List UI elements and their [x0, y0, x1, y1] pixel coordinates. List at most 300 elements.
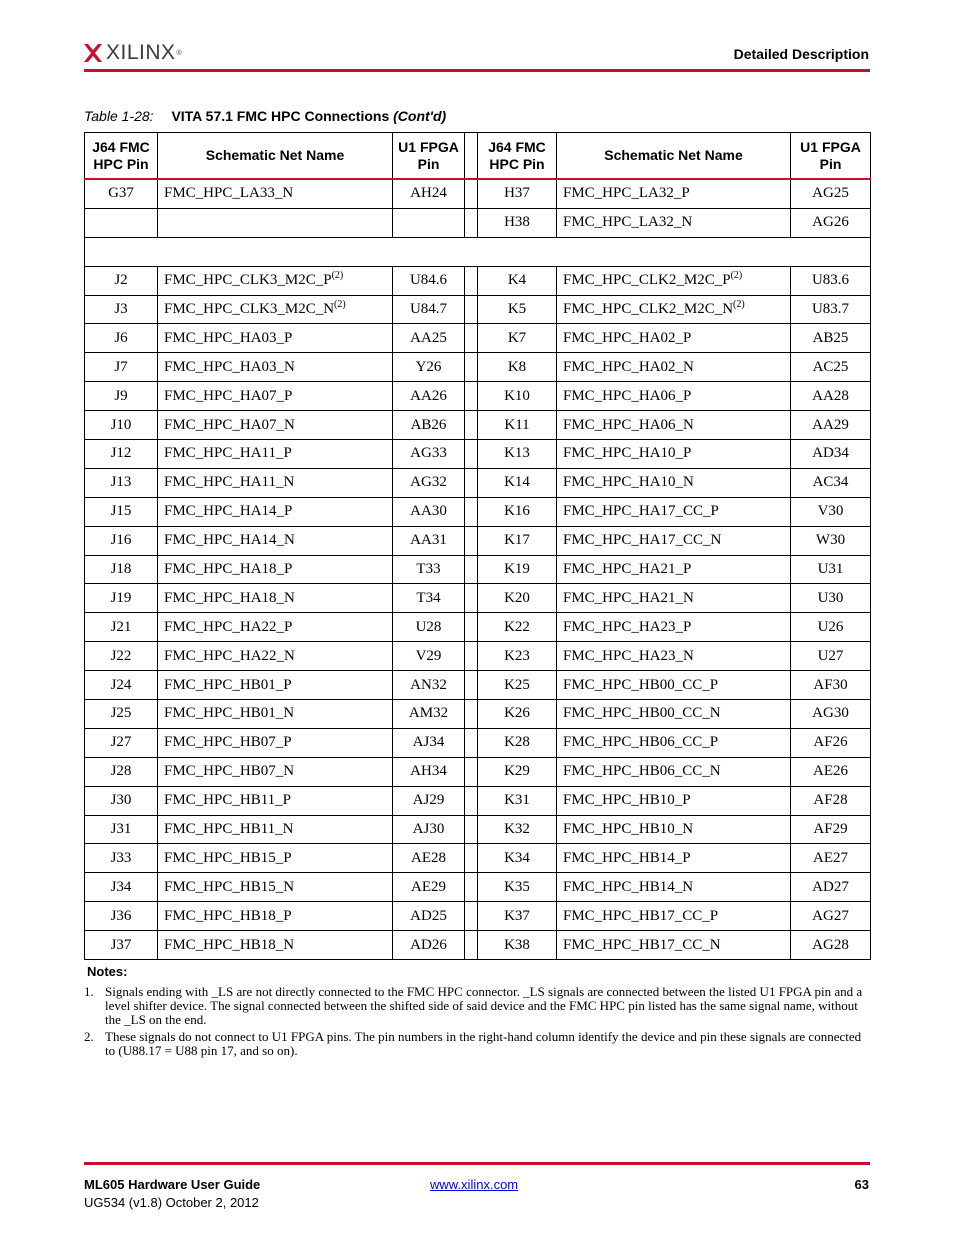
- right-fpga-pin-cell: [791, 642, 871, 671]
- right-net-name-text: FMC_HPC_HA21_N: [563, 589, 694, 606]
- left-net-name-text: FMC_HPC_HB15_P: [164, 849, 292, 866]
- right-hpc-pin-text: K16: [504, 503, 530, 520]
- left-hpc-pin-cell: [85, 179, 158, 208]
- left-fpga-pin-text: AH24: [410, 185, 447, 202]
- separator-cell: [465, 208, 478, 237]
- right-fpga-pin-text: AD34: [812, 445, 849, 462]
- left-hpc-pin-text: J10: [110, 416, 132, 433]
- right-net-name-text: FMC_HPC_LA32_N: [563, 214, 693, 231]
- table-row: [85, 324, 871, 353]
- left-fpga-pin-text: T34: [416, 589, 441, 606]
- left-net-name-cell: [158, 324, 393, 353]
- section-title: Detailed Description: [733, 46, 869, 62]
- right-fpga-pin-cell: [791, 382, 871, 411]
- left-hpc-pin-cell: [85, 728, 158, 757]
- left-hpc-pin-text: J12: [110, 445, 132, 462]
- separator-cell: [465, 931, 478, 960]
- right-hpc-pin-text: K20: [504, 589, 530, 606]
- note-number: 1.: [84, 984, 94, 999]
- right-hpc-pin-cell: [478, 728, 557, 757]
- right-fpga-pin-text: AE26: [813, 763, 848, 780]
- right-net-name-cell: [557, 757, 791, 786]
- left-fpga-pin-cell: [393, 642, 465, 671]
- note-item: [84, 1030, 870, 1058]
- left-fpga-pin-text: AA26: [410, 387, 447, 404]
- right-fpga-pin-cell: [791, 179, 871, 208]
- right-net-name-cell: [557, 526, 791, 555]
- right-fpga-pin-cell: [791, 873, 871, 902]
- right-fpga-pin-cell: [791, 440, 871, 469]
- left-hpc-pin-cell: [85, 497, 158, 526]
- left-hpc-pin-text: J30: [110, 792, 132, 809]
- left-hpc-pin-text: J36: [110, 907, 132, 924]
- table-row: [85, 613, 871, 642]
- right-fpga-pin-text: AB25: [812, 329, 849, 346]
- right-fpga-pin-cell: [791, 208, 871, 237]
- right-fpga-pin-cell: [791, 468, 871, 497]
- header-left-fpga-pin: U1 FPGA Pin: [393, 133, 465, 180]
- right-net-name-text: FMC_HPC_HA21_P: [563, 561, 692, 578]
- right-fpga-pin-cell: [791, 786, 871, 815]
- left-fpga-pin-text: AN32: [410, 676, 447, 693]
- right-hpc-pin-text: K13: [504, 445, 530, 462]
- right-hpc-pin-cell: [478, 411, 557, 440]
- left-hpc-pin-cell: [85, 902, 158, 931]
- right-fpga-pin-text: AG27: [812, 907, 849, 924]
- left-fpga-pin-text: AE28: [411, 849, 446, 866]
- left-net-name-text: FMC_HPC_HA11_N: [164, 474, 295, 491]
- separator-cell: [465, 584, 478, 613]
- right-fpga-pin-text: W30: [815, 532, 846, 549]
- right-net-name-cell: [557, 266, 791, 295]
- right-fpga-pin-text: V30: [817, 503, 844, 520]
- left-fpga-pin-cell: [393, 526, 465, 555]
- left-fpga-pin-text: AA30: [410, 503, 447, 520]
- left-hpc-pin-text: J9: [114, 387, 128, 404]
- left-fpga-pin-cell: [393, 295, 465, 324]
- right-hpc-pin-cell: [478, 642, 557, 671]
- left-hpc-pin-cell: [85, 844, 158, 873]
- left-net-name-text: FMC_HPC_HB18_N: [164, 936, 295, 953]
- separator-cell: [465, 642, 478, 671]
- left-net-name-text: FMC_HPC_LA33_N: [164, 185, 294, 202]
- right-fpga-pin-text: U83.6: [811, 272, 850, 289]
- footnote-ref: (2): [733, 299, 745, 310]
- right-net-name-text: FMC_HPC_HA02_P: [563, 329, 692, 346]
- left-fpga-pin-cell: [393, 179, 465, 208]
- left-fpga-pin-text: U28: [415, 618, 442, 635]
- right-fpga-pin-cell: [791, 728, 871, 757]
- right-hpc-pin-text: K32: [504, 821, 530, 838]
- left-hpc-pin-cell: [85, 295, 158, 324]
- left-net-name-cell: [158, 526, 393, 555]
- right-net-name-text: FMC_HPC_HB17_CC_N: [563, 936, 721, 953]
- header-right-fpga-pin: U1 FPGA Pin: [791, 133, 871, 180]
- left-net-name-text: FMC_HPC_HA07_P: [164, 387, 293, 404]
- table-caption: [84, 108, 446, 124]
- right-hpc-pin-text: K17: [504, 532, 530, 549]
- separator-cell: [465, 757, 478, 786]
- left-fpga-pin-text: AG32: [410, 474, 447, 491]
- right-net-name-cell: [557, 815, 791, 844]
- fmc-connections-table: [84, 132, 871, 960]
- right-fpga-pin-text: U27: [817, 647, 844, 664]
- left-net-name-text: FMC_HPC_HA03_P: [164, 329, 293, 346]
- left-hpc-pin-text: J21: [110, 618, 132, 635]
- left-hpc-pin-text: J37: [110, 936, 132, 953]
- right-net-name-text: FMC_HPC_HB00_CC_N: [563, 705, 721, 722]
- table-row: [85, 497, 871, 526]
- right-fpga-pin-cell: [791, 353, 871, 382]
- left-fpga-pin-cell: [393, 555, 465, 584]
- header-right-hpc-pin: J64 FMC HPC Pin: [478, 133, 557, 180]
- right-fpga-pin-text: AF28: [813, 792, 848, 809]
- right-fpga-pin-cell: [791, 295, 871, 324]
- left-net-name-cell: [158, 411, 393, 440]
- right-hpc-pin-cell: [478, 757, 557, 786]
- left-fpga-pin-cell: [393, 208, 465, 237]
- left-fpga-pin-cell: [393, 411, 465, 440]
- left-net-name-cell: [158, 902, 393, 931]
- right-hpc-pin-cell: [478, 786, 557, 815]
- table-row: [85, 671, 871, 700]
- right-hpc-pin-cell: [478, 555, 557, 584]
- right-net-name-text: FMC_HPC_CLK2_M2C_P: [563, 272, 731, 289]
- left-hpc-pin-text: J22: [110, 647, 132, 664]
- left-net-name-text: FMC_HPC_HB01_P: [164, 676, 292, 693]
- right-fpga-pin-text: AA29: [812, 416, 849, 433]
- right-hpc-pin-cell: [478, 266, 557, 295]
- right-hpc-pin-cell: [478, 902, 557, 931]
- table-row: [85, 208, 871, 237]
- right-hpc-pin-text: K7: [507, 329, 527, 346]
- right-fpga-pin-cell: [791, 902, 871, 931]
- separator-cell: [465, 440, 478, 469]
- right-hpc-pin-cell: [478, 931, 557, 960]
- right-hpc-pin-text: K5: [507, 301, 527, 317]
- right-fpga-pin-text: U31: [817, 561, 844, 578]
- right-fpga-pin-text: AA28: [812, 387, 849, 404]
- separator-cell: [465, 902, 478, 931]
- table-row: [85, 931, 871, 960]
- separator-cell: [465, 786, 478, 815]
- left-net-name-cell: [158, 873, 393, 902]
- footer-rule: [84, 1162, 870, 1165]
- separator-cell: [465, 815, 478, 844]
- right-fpga-pin-cell: [791, 757, 871, 786]
- right-net-name-cell: [557, 642, 791, 671]
- left-fpga-pin-cell: [393, 671, 465, 700]
- right-hpc-pin-text: H37: [504, 185, 530, 202]
- right-hpc-pin-cell: [478, 468, 557, 497]
- left-fpga-pin-text: AH34: [410, 763, 447, 780]
- right-fpga-pin-cell: [791, 700, 871, 729]
- right-hpc-pin-cell: [478, 584, 557, 613]
- table-row: [85, 728, 871, 757]
- table-row: [85, 844, 871, 873]
- table-caption-cont: (Cont'd): [393, 108, 447, 124]
- right-net-name-cell: [557, 208, 791, 237]
- separator-cell: [465, 555, 478, 584]
- right-net-name-text: FMC_HPC_HB10_P: [563, 792, 691, 809]
- left-fpga-pin-text: AJ29: [412, 792, 445, 809]
- right-hpc-pin-cell: [478, 179, 557, 208]
- table-notes: [84, 964, 870, 1061]
- left-hpc-pin-text: J28: [110, 763, 132, 780]
- right-hpc-pin-text: K26: [504, 705, 530, 722]
- left-hpc-pin-text: J15: [110, 503, 132, 520]
- footer-url-link[interactable]: www.xilinx.com: [430, 1177, 519, 1192]
- right-hpc-pin-text: K34: [504, 849, 530, 866]
- table-caption-label: Table 1-28:: [84, 108, 154, 124]
- left-hpc-pin-text: J18: [110, 561, 132, 578]
- left-fpga-pin-text: AJ30: [412, 821, 445, 838]
- right-fpga-pin-cell: [791, 411, 871, 440]
- left-net-name-text: FMC_HPC_CLK3_M2C_N: [164, 301, 335, 317]
- left-net-name-text: FMC_HPC_HB15_N: [164, 878, 295, 895]
- left-fpga-pin-text: T33: [416, 561, 441, 578]
- right-fpga-pin-text: AC34: [812, 474, 849, 491]
- right-net-name-text: FMC_HPC_HA06_P: [563, 387, 692, 404]
- separator-cell: [465, 295, 478, 324]
- right-fpga-pin-cell: [791, 526, 871, 555]
- right-net-name-cell: [557, 468, 791, 497]
- left-fpga-pin-cell: [393, 757, 465, 786]
- left-hpc-pin-cell: [85, 440, 158, 469]
- logo-registered-mark: ®: [176, 49, 182, 57]
- right-hpc-pin-cell: [478, 844, 557, 873]
- left-fpga-pin-text: AE29: [411, 878, 446, 895]
- right-net-name-cell: [557, 295, 791, 324]
- left-fpga-pin-cell: [393, 468, 465, 497]
- separator-cell: [465, 526, 478, 555]
- right-hpc-pin-text: K31: [504, 792, 530, 809]
- right-hpc-pin-cell: [478, 700, 557, 729]
- right-hpc-pin-cell: [478, 440, 557, 469]
- left-hpc-pin-text: J7: [114, 358, 128, 375]
- right-hpc-pin-text: K29: [504, 763, 530, 780]
- right-fpga-pin-cell: [791, 324, 871, 353]
- left-net-name-text: FMC_HPC_HA22_N: [164, 647, 295, 664]
- note-number: 2.: [84, 1029, 94, 1044]
- table-caption-title: VITA 57.1 FMC HPC Connections: [171, 108, 390, 124]
- right-fpga-pin-cell: [791, 815, 871, 844]
- left-fpga-pin-text: AD26: [410, 936, 447, 953]
- table-row: [85, 526, 871, 555]
- table-header-row: [85, 133, 871, 180]
- right-net-name-cell: [557, 728, 791, 757]
- left-fpga-pin-text: U84.7: [409, 301, 448, 317]
- right-fpga-pin-text: AG30: [812, 705, 849, 722]
- left-net-name-cell: [158, 844, 393, 873]
- right-net-name-cell: [557, 613, 791, 642]
- left-net-name-cell: [158, 671, 393, 700]
- right-net-name-cell: [557, 353, 791, 382]
- right-net-name-cell: [557, 931, 791, 960]
- left-fpga-pin-cell: [393, 786, 465, 815]
- left-fpga-pin-text: AB26: [410, 416, 447, 433]
- right-hpc-pin-cell: [478, 295, 557, 324]
- left-hpc-pin-text: J2: [114, 272, 128, 289]
- right-hpc-pin-text: K4: [507, 272, 527, 289]
- right-fpga-pin-text: AC25: [812, 358, 849, 375]
- separator-cell: [465, 382, 478, 411]
- right-net-name-text: FMC_HPC_HA10_N: [563, 474, 694, 491]
- separator-cell: [465, 266, 478, 295]
- left-net-name-cell: [158, 208, 393, 237]
- left-hpc-pin-cell: [85, 555, 158, 584]
- left-net-name-cell: [158, 728, 393, 757]
- left-fpga-pin-text: AA31: [410, 532, 447, 549]
- left-net-name-text: FMC_HPC_HA03_N: [164, 358, 295, 375]
- left-fpga-pin-cell: [393, 728, 465, 757]
- separator-cell: [465, 873, 478, 902]
- right-fpga-pin-text: AF29: [813, 821, 848, 838]
- separator-cell: [465, 411, 478, 440]
- note-text: These signals do not connect to U1 FPGA pins. The pin numbers in the right-hand column identify the device and pin these signals are connected to (U88.17 = U88 pin 17, and so on).: [105, 1029, 862, 1058]
- table-row: [85, 179, 871, 208]
- right-net-name-cell: [557, 555, 791, 584]
- separator-cell: [465, 468, 478, 497]
- right-hpc-pin-cell: [478, 382, 557, 411]
- right-hpc-pin-text: K10: [504, 387, 530, 404]
- right-net-name-cell: [557, 584, 791, 613]
- table-row: [85, 382, 871, 411]
- right-fpga-pin-cell: [791, 931, 871, 960]
- right-hpc-pin-text: K14: [504, 474, 530, 491]
- right-net-name-cell: [557, 902, 791, 931]
- separator-cell: [465, 324, 478, 353]
- right-fpga-pin-text: AG26: [812, 214, 849, 231]
- left-fpga-pin-cell: [393, 844, 465, 873]
- left-net-name-cell: [158, 295, 393, 324]
- left-fpga-pin-text: Y26: [415, 358, 442, 375]
- table-row: [85, 902, 871, 931]
- right-hpc-pin-cell: [478, 873, 557, 902]
- logo-wordmark: XILINX: [106, 41, 176, 64]
- right-net-name-text: FMC_HPC_HA17_CC_N: [563, 532, 722, 549]
- right-net-name-text: FMC_HPC_HB06_CC_P: [563, 734, 719, 751]
- left-net-name-text: FMC_HPC_HA14_P: [164, 503, 293, 520]
- separator-cell: [465, 613, 478, 642]
- table-row: [85, 440, 871, 469]
- left-net-name-text: FMC_HPC_CLK3_M2C_P: [164, 272, 332, 289]
- right-fpga-pin-cell: [791, 584, 871, 613]
- left-fpga-pin-cell: [393, 931, 465, 960]
- left-hpc-pin-cell: [85, 786, 158, 815]
- left-net-name-cell: [158, 700, 393, 729]
- left-net-name-cell: [158, 613, 393, 642]
- left-net-name-text: FMC_HPC_HB18_P: [164, 907, 292, 924]
- left-fpga-pin-text: AJ34: [412, 734, 445, 751]
- left-net-name-cell: [158, 497, 393, 526]
- left-fpga-pin-text: AA25: [410, 329, 447, 346]
- left-fpga-pin-text: AM32: [408, 705, 449, 722]
- right-net-name-text: FMC_HPC_HB14_N: [563, 878, 694, 895]
- right-net-name-text: FMC_HPC_HA02_N: [563, 358, 694, 375]
- right-net-name-text: FMC_HPC_HB14_P: [563, 849, 691, 866]
- right-hpc-pin-cell: [478, 208, 557, 237]
- right-hpc-pin-text: K28: [504, 734, 530, 751]
- right-net-name-text: FMC_HPC_CLK2_M2C_N: [563, 301, 734, 317]
- right-hpc-pin-cell: [478, 613, 557, 642]
- separator-cell: [465, 671, 478, 700]
- left-fpga-pin-text: U84.6: [409, 272, 448, 289]
- table-body: [85, 179, 871, 960]
- right-net-name-cell: [557, 497, 791, 526]
- table-row: [85, 873, 871, 902]
- left-hpc-pin-cell: [85, 815, 158, 844]
- table-row: [85, 757, 871, 786]
- right-net-name-cell: [557, 382, 791, 411]
- note-text: Signals ending with _LS are not directly connected to the FMC HPC connector. _LS signals are connected between the listed U1 FPGA pin and a level shifter device. The signal connected between the shifted side of said device and the FMC HPC pin listed has the same signal name, without the _LS on the end.: [105, 984, 863, 1027]
- header-right-net-name: Schematic Net Name: [557, 133, 791, 180]
- right-net-name-cell: [557, 700, 791, 729]
- table-row: [85, 295, 871, 324]
- right-hpc-pin-cell: [478, 497, 557, 526]
- table-row: [85, 555, 871, 584]
- left-hpc-pin-text: J16: [110, 532, 132, 549]
- right-net-name-cell: [557, 440, 791, 469]
- right-hpc-pin-text: K35: [504, 878, 530, 895]
- left-fpga-pin-cell: [393, 353, 465, 382]
- left-hpc-pin-cell: [85, 700, 158, 729]
- left-hpc-pin-text: J27: [110, 734, 132, 751]
- right-net-name-cell: [557, 873, 791, 902]
- left-net-name-cell: [158, 555, 393, 584]
- footnote-ref: (2): [730, 270, 743, 282]
- left-hpc-pin-cell: [85, 353, 158, 382]
- right-net-name-text: FMC_HPC_LA32_P: [563, 185, 690, 202]
- table-spacer-row: [85, 237, 871, 266]
- left-net-name-text: FMC_HPC_HB07_N: [164, 763, 295, 780]
- left-fpga-pin-cell: [393, 700, 465, 729]
- left-net-name-text: FMC_HPC_HB07_P: [164, 734, 292, 751]
- left-net-name-cell: [158, 931, 393, 960]
- right-hpc-pin-cell: [478, 353, 557, 382]
- xilinx-x-icon: [84, 44, 102, 62]
- left-hpc-pin-cell: [85, 873, 158, 902]
- left-hpc-pin-cell: [85, 382, 158, 411]
- left-fpga-pin-text: V29: [415, 647, 442, 664]
- left-hpc-pin-text: J19: [110, 589, 132, 606]
- left-fpga-pin-cell: [393, 440, 465, 469]
- right-hpc-pin-cell: [478, 324, 557, 353]
- left-hpc-pin-text: G37: [108, 185, 134, 202]
- right-fpga-pin-text: AE27: [813, 849, 848, 866]
- right-net-name-cell: [557, 786, 791, 815]
- header-rule: [84, 69, 870, 72]
- left-hpc-pin-text: J25: [110, 705, 132, 722]
- right-net-name-text: FMC_HPC_HA23_N: [563, 647, 694, 664]
- left-net-name-text: FMC_HPC_HB01_N: [164, 705, 295, 722]
- left-hpc-pin-cell: [85, 757, 158, 786]
- left-hpc-pin-cell: [85, 526, 158, 555]
- left-fpga-pin-cell: [393, 497, 465, 526]
- left-net-name-cell: [158, 382, 393, 411]
- left-hpc-pin-cell: [85, 584, 158, 613]
- footnote-ref: (2): [334, 299, 346, 310]
- left-hpc-pin-cell: [85, 324, 158, 353]
- table-row: [85, 584, 871, 613]
- spacer-cell: [85, 237, 871, 266]
- xilinx-logo: [84, 42, 182, 64]
- separator-cell: [465, 353, 478, 382]
- left-hpc-pin-cell: [85, 671, 158, 700]
- right-hpc-pin-cell: [478, 671, 557, 700]
- left-fpga-pin-cell: [393, 266, 465, 295]
- right-fpga-pin-text: AG28: [812, 936, 849, 953]
